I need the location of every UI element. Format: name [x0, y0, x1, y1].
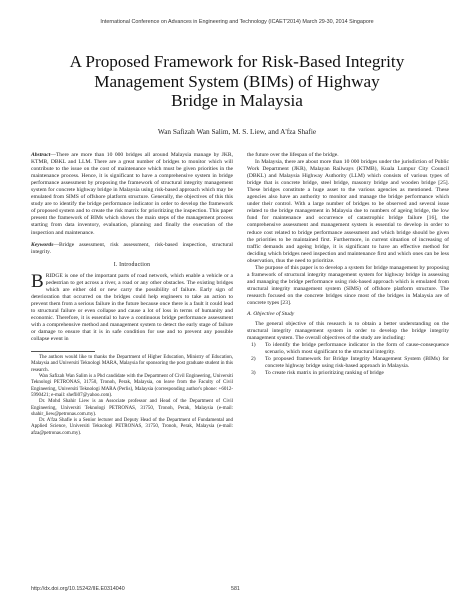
subsection-heading-objective: A. Objective of Study: [247, 311, 295, 318]
title-line-1: A Proposed Framework for Risk-Based Integrity: [69, 52, 405, 71]
author-list: Wan Safizah Wan Salim, M. S. Liew, and A'fza Shafie: [157, 127, 317, 136]
right-paragraph-1: the future over the lifespan of the bridge.: [247, 152, 339, 158]
right-paragraph-2: In Malaysia, there are about more than 10 000 bridges under the jurisdiction of Public Work Department (JKR), Malayan Railways (KTMB), Kuala Lumpur City Council (DBKL) and Malaysia Highway Authority (LLM) which consists of various types of bridge that is concrete bridge, steel bridge, masonry bridge and wooden bridge [25]. These bridges constitute a huge asset to the various agencies as mentioned. These agencies also have an authority to monitor and manage the bridge performance which under their control. With a large number of bridges to be observed and several issue related to the bridge management in Malaysia due to numbers of ageing bridge, the low fund for maintenance and occurrence of catastrophic bridge failure [16], the comprehensive assessment and management system is essential to develop in order to reduce cost related to bridge performance assessment and which bridge should be given the priorities to be maintained first. Furthermore, in current situation of increasing of traffic demands and ageing bridge, it is significant to have an effective method for deciding which bridges need inspection and maintenance first and which ones can be less observation, thus the need to prioritize.: [247, 159, 449, 264]
right-column: [247, 152, 449, 377]
right-paragraph-4: The general objective of this research is to obtain a better understanding on the structural integrity management system in order to develop the bridge integrity management system. The overall objectives of the study are including:: [247, 321, 449, 342]
list-item-text: To proposed framework for Bridge Integrity Management System (BIMs) for concrete highway bridge using risk-based approach in Malaysia.: [265, 356, 449, 370]
section-heading-introduction: I. Introduction: [113, 261, 151, 268]
list-item-number: 3): [251, 370, 256, 377]
footnote-author-3: Dr. A'fza Shafie is a Senior lecturer and Deputy Head of the Department of Fundamental and Applied Science, Universiti Teknologi PETRONAS, 31750, Tronoh, Perak, Malaysia (e-mail: afza@petronas.com.my).: [31, 418, 233, 436]
list-item-number: 1): [251, 342, 256, 349]
footnote-divider: [31, 351, 95, 352]
title-line-3: Bridge in Malaysia: [171, 91, 303, 110]
list-item-number: 2): [251, 356, 256, 363]
conference-header: International Conference on Advances in Engineering and Technology (ICAET'2014) March 29-30, 2014 Singapore: [100, 19, 374, 25]
intro-paragraph: [31, 270, 233, 343]
abstract-label: Abstract: [31, 152, 51, 158]
list-item: [247, 356, 449, 370]
abstract: [31, 152, 233, 237]
footnotes: [31, 355, 233, 437]
list-item: [247, 342, 449, 356]
keywords-label: Keywords: [31, 241, 54, 248]
right-paragraph-3: The purpose of this paper is to develop a system for bridge management by proposing a framework of structural integrity management system for highway bridge in assessing and managing the bridge performance using risk-based approach which is emulated from structural integrity management system (SIMS) of offshore platform structure. The research focused on the concrete bridges since most of the bridges in Malaysia are of concrete types [23].: [247, 264, 449, 306]
page-number: 581: [231, 586, 240, 592]
list-item-text: To identify the bridge performance indicator in the form of cause-consequence scenario, which most significant to the structural integrity.: [265, 342, 449, 356]
footnote-acknowledgement: The authors would like to thanks the Department of Higher Education, Ministry of Education, Malaysia and Universiti Teknologi MARA, Malaysia for sponsoring the post graduate student in this research.: [31, 355, 233, 373]
objectives-list: [247, 342, 449, 377]
drop-cap: B: [31, 270, 44, 292]
title-line-2: Management System (BIMs) of Highway: [94, 71, 380, 91]
paper-title: [30, 52, 444, 111]
intro-text: RIDGE is one of the important parts of road network, which enable a vehicle or a pedestrian to get across a river, a road or any other obstacles. The existing bridges which are either old or new carry the possibility of failure. Early sign of deterioration that occurred on the bridges could help engineers to take an action to prevent them from a serious failure in the future because once there is a fault it could lead to structural failure or even collapse and cause a lot of loss in terms of humanity and economic. Therefore, it is essential to have a continuous bridge performance assessment with a comprehensive method and management system to detect the early stage of failure or damage to ensure that it is in safe condition for use and to prevent any possible collapse event in: [31, 272, 233, 343]
doi-link[interactable]: http://dx.doi.org/10.15242/IIE.E0314040: [31, 586, 125, 592]
keywords: [31, 242, 233, 256]
footnote-author-2: Dr. Mohd Shahir Liew is an Associate professor and Head of the Department of Civil Engineering, Universiti Teknologi PETRONAS, 31750, Tronoh, Perak, Malaysia (e-mail: shahir_liew@petronas.com.my).: [31, 399, 233, 417]
list-item: [247, 370, 449, 377]
left-column: [31, 152, 233, 437]
abstract-text: —There are more than 10 000 bridges all around Malaysia manage by JKR, KTMB, DBKL and LLM. There are a great number of bridges to monitor which will contribute to the issue on the cost of maintenance which must be given priorities in the maintenance process. Hence, it is significant to have a comprehensive system in bridge performance assessment by proposing the framework of structural integrity management system for concrete highway bridge in Malaysia using risk-based approach which may be emulated from SIMS of offshore platform structure. Generally, the objectives of this this study are to identify the bridge performance indicator in order to develop the framework of proposed system and to create the risk matrix for prioritizing the inspection. This paper present the framework of BIMs which shows the main steps of the management process starting from data inventory, evaluation, planning and finally the execution of the inspection and maintenance.: [31, 152, 233, 236]
footnote-author-1: Wan Safizah Wan Salim is a Phd candidate with the Department of Civil Engineering, Universiti Teknologi PETRONAS, 31750, Tronoh, Perak, Malaysia, on leave from the Faculty of Civil Engineering, Universiti Teknologi MARA (Perlis), Malaysia (corresponding author's phone: +6012-5990421; e-mail: shefli07@yahoo.com).: [31, 374, 233, 398]
keywords-text: —Bridge assessment, risk assessment, risk-based inspection, structural integrity.: [31, 241, 233, 255]
list-item-text: To create risk matrix in prioritizing ranking of bridge: [265, 370, 384, 377]
